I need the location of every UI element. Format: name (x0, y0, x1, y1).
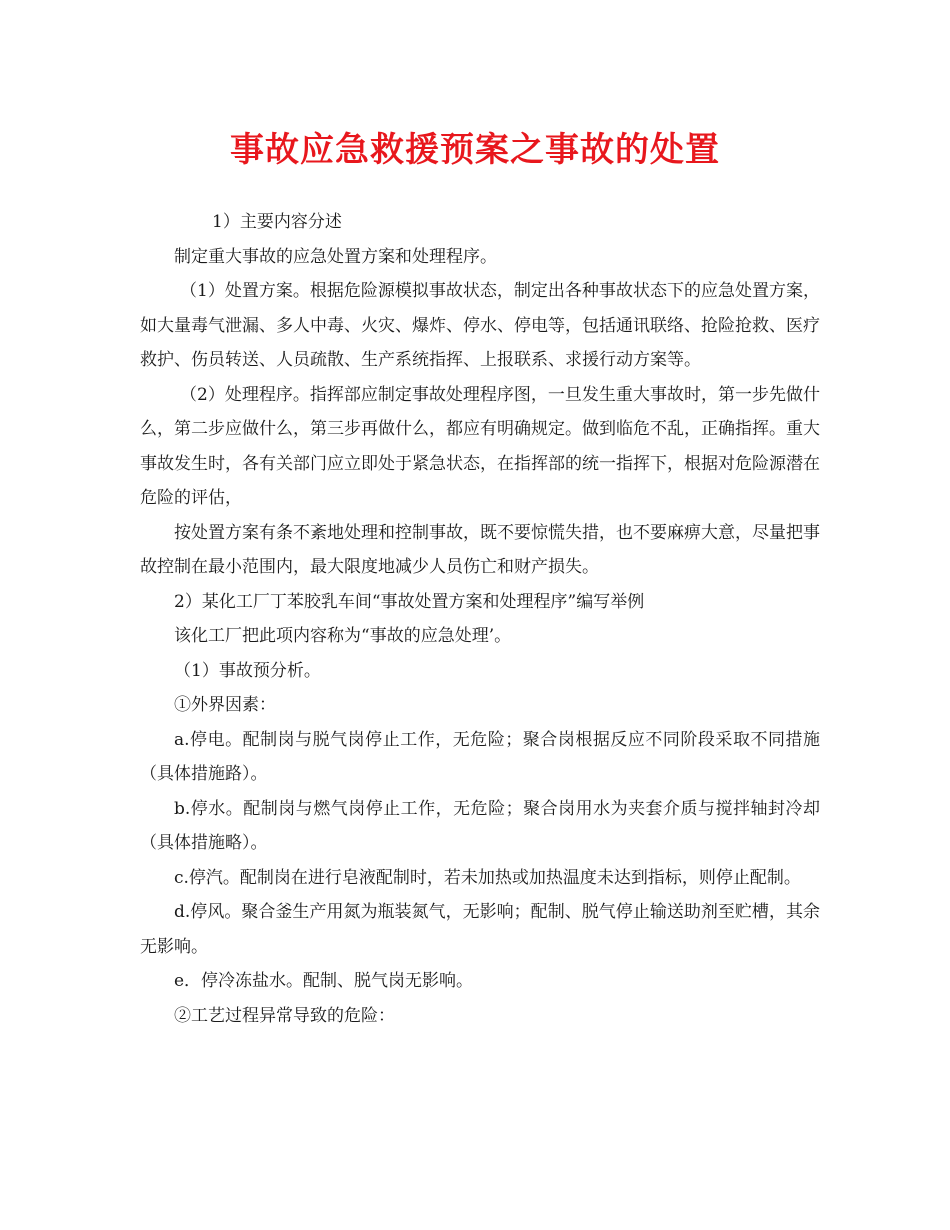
list-heading: ①外界因素： (174, 695, 276, 715)
subsection-heading: （1）事故预分析。 (174, 660, 321, 681)
paragraph: 该化工厂把此项内容称为“事故的应急处理’。 (174, 626, 512, 646)
list-item: e．停冷冻盐水。配制、脱气岗无影响。 (174, 971, 474, 991)
paragraph: （1）处置方案。根据危险源模拟事故状态，制定出各种事故状态下的应急处置方案，如大量毒气泄漏、多人中毒、火灾、爆炸、停水、停电等，包括通讯联络、抢险抢救、医疗救护、伤员转送、人员疏散、生产系统指挥、上报联系、求援行动方案等。 (140, 281, 820, 370)
list-item: c.停汽。配制岗在进行皂液配制时，若未加热或加热温度未达到指标，则停止配制。 (174, 867, 801, 888)
list-item: d.停风。聚合釜生产用氮为瓶装氮气，无影响；配制、脱气停止输送助剂至贮槽，其余无影响。 (140, 902, 820, 957)
list-item: b.停水。配制岗与燃气岗停止工作，无危险；聚合岗用水为夹套介质与搅拌轴封冷却（具体措施略）。 (140, 798, 820, 853)
section-heading-2: 2）某化工厂丁苯胶乳车间“事故处置方案和处理程序”编写举例 (174, 591, 645, 612)
paragraph: （2）处理程序。指挥部应制定事故处理程序图，一旦发生重大事故时，第一步先做什么，第二步应做什么，第三步再做什么，都应有明确规定。做到临危不乱，正确指挥。重大事故发生时，各有关部门应立即处于紧急状态，在指挥部的统一指挥下，根据对危险源潜在危险的评估， (140, 384, 820, 508)
paragraph: 按处置方案有条不紊地处理和控制事故，既不要惊慌失措，也不要麻痹大意，尽量把事故控制在最小范围内，最大限度地减少人员伤亡和财产损失。 (140, 522, 820, 577)
document-title: 事故应急救援预案之事故的处置 (230, 130, 720, 170)
section-heading-1: 1）主要内容分述 (212, 212, 342, 232)
list-heading: ②工艺过程异常导致的危险： (174, 1005, 395, 1026)
document-body (140, 205, 820, 1033)
paragraph: 制定重大事故的应急处置方案和处理程序。 (174, 246, 497, 267)
list-item: a.停电。配制岗与脱气岗停止工作，无危险；聚合岗根据反应不同阶段采取不同措施（具体措施路）。 (140, 729, 820, 784)
